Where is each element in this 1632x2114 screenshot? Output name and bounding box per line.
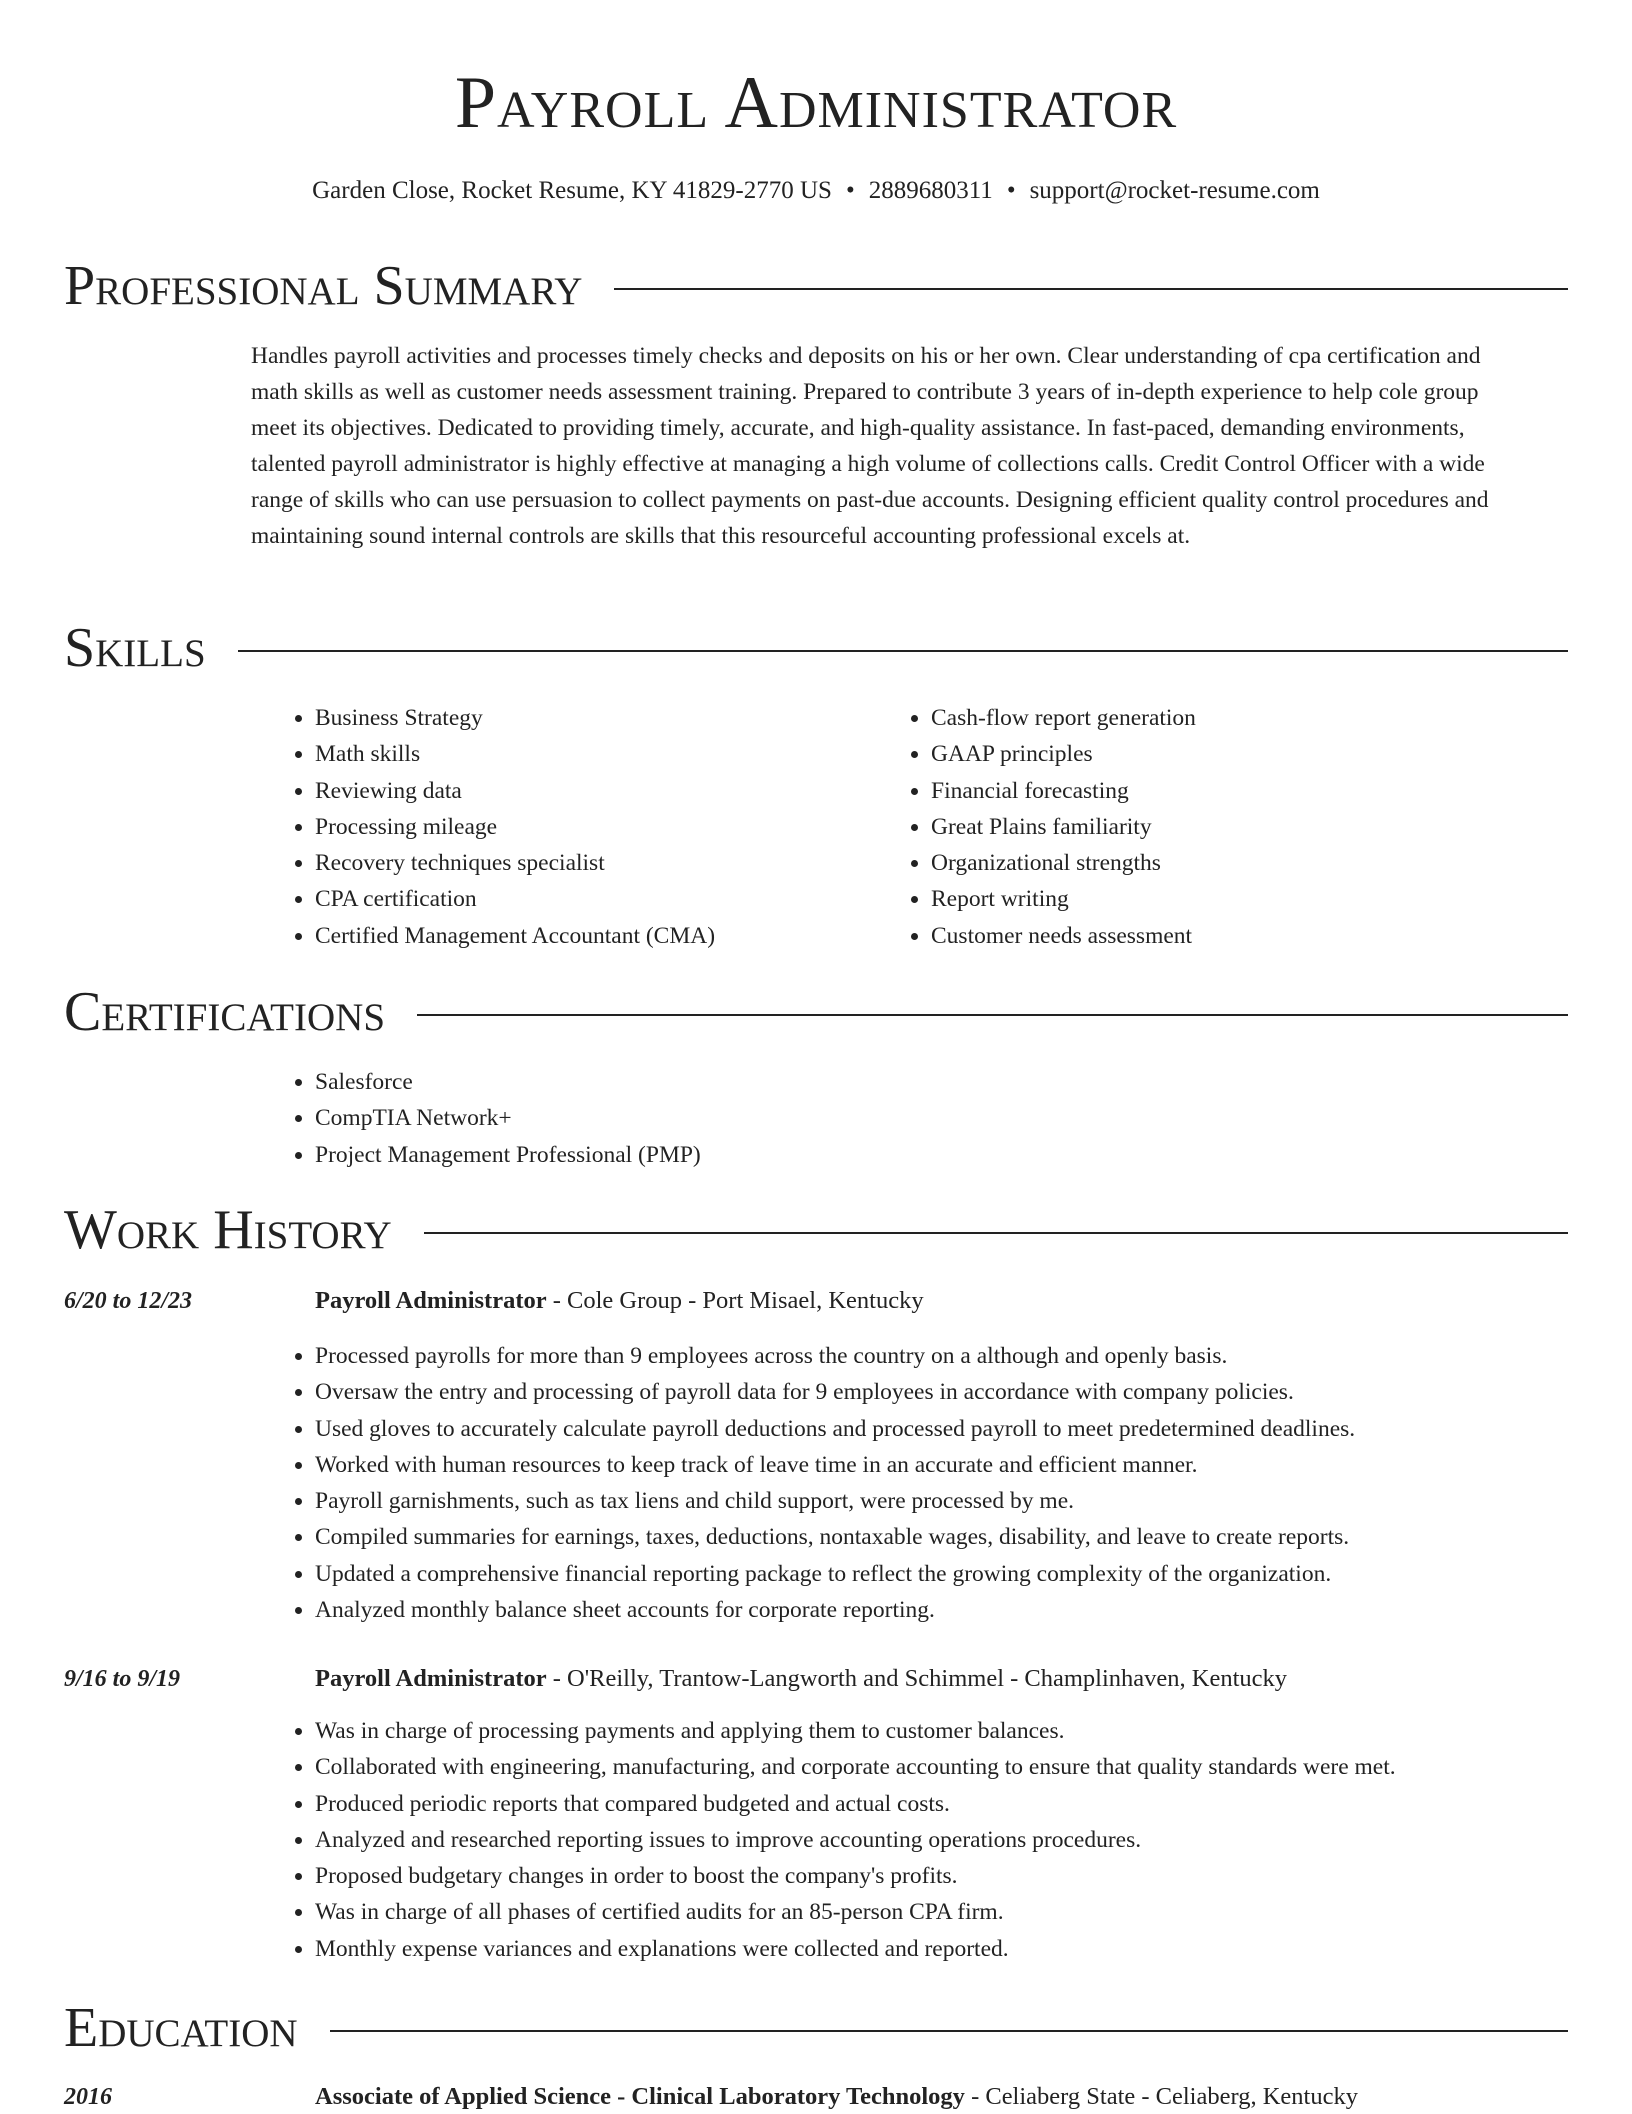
job-dates: 6/20 to 12/23: [64, 1288, 193, 1314]
education-section-heading: [64, 1996, 1568, 2060]
skill-item: • Certified Management Accountant (CMA): [315, 918, 875, 954]
skills-right-column: [931, 700, 1491, 954]
job-bullet: • Was in charge of processing payments and applying them to customer balances.: [315, 1713, 1575, 1749]
job-header: [315, 1284, 1565, 1318]
section-title-summary: Professional Summary: [64, 254, 614, 318]
section-divider: [64, 650, 1568, 652]
skill-item: • Recovery techniques specialist: [315, 845, 875, 881]
skill-item: • Financial forecasting: [931, 773, 1491, 809]
job-bullet: • Compiled summaries for earnings, taxes, deductions, nontaxable wages, disability, and leave to create reports.: [315, 1519, 1575, 1555]
skill-item: • GAAP principles: [931, 736, 1491, 772]
certifications-section-heading: [64, 980, 1568, 1044]
contact-line: [0, 174, 1632, 208]
contact-separator: •: [1006, 177, 1016, 204]
job-bullet: • Proposed budgetary changes in order to boost the company's profits.: [315, 1858, 1575, 1894]
job-employer-location: - O'Reilly, Trantow-Langworth and Schimmel - Champlinhaven, Kentucky: [546, 1665, 1288, 1692]
job-bullet: • Updated a comprehensive financial reporting package to reflect the growing complexity of the organization.: [315, 1556, 1575, 1592]
skills-section-heading: [64, 616, 1568, 680]
skills-right-list: [887, 700, 1491, 954]
skill-item: • CPA certification: [315, 881, 875, 917]
job-bullet: • Oversaw the entry and processing of payroll data for 9 employees in accordance with company policies.: [315, 1374, 1575, 1410]
job-bullet: • Produced periodic reports that compared budgeted and actual costs.: [315, 1786, 1575, 1822]
job-title: Payroll Administrator: [315, 1287, 547, 1314]
job-bullet: • Monthly expense variances and explanations were collected and reported.: [315, 1931, 1575, 1967]
summary-section-heading: [64, 254, 1568, 318]
skill-item: • Report writing: [931, 881, 1491, 917]
education-school-location: - Celiaberg State - Celiaberg, Kentucky: [964, 2083, 1358, 2110]
job-entry-1: [64, 1284, 1568, 1318]
job-bullet: • Worked with human resources to keep track of leave time in an accurate and efficient manner.: [315, 1447, 1575, 1483]
job-header: [315, 1662, 1565, 1696]
skill-item: • Great Plains familiarity: [931, 809, 1491, 845]
contact-address: Garden Close, Rocket Resume, KY 41829-2770 US: [312, 177, 832, 204]
education-entry: [64, 2080, 1568, 2114]
skill-item: • Reviewing data: [315, 773, 875, 809]
job-employer-location: - Cole Group - Port Misael, Kentucky: [546, 1287, 924, 1314]
job-bullet: • Collaborated with engineering, manufacturing, and corporate accounting to ensure that quality standards were met.: [315, 1749, 1575, 1785]
skills-left-list: [271, 700, 875, 954]
job-title: Payroll Administrator: [315, 1665, 547, 1692]
section-title-skills: Skills: [64, 616, 238, 680]
job-bullet: • Was in charge of all phases of certified audits for an 85-person CPA firm.: [315, 1894, 1575, 1930]
contact-phone: 2889680311: [868, 177, 993, 204]
certification-item: • Salesforce: [315, 1064, 1215, 1100]
work-section-heading: [64, 1198, 1568, 1262]
skill-item: • Business Strategy: [315, 700, 875, 736]
contact-email: support@rocket-resume.com: [1029, 177, 1320, 204]
job-2-bullets: [271, 1713, 1575, 1967]
skills-left-column: [315, 700, 875, 954]
education-degree: Associate of Applied Science - Clinical Laboratory Technology: [315, 2083, 965, 2110]
skill-item: • Organizational strengths: [931, 845, 1491, 881]
job-bullet: • Analyzed and researched reporting issues to improve accounting operations procedures.: [315, 1822, 1575, 1858]
job-bullet: • Used gloves to accurately calculate payroll deductions and processed payroll to meet predetermined deadlines.: [315, 1411, 1575, 1447]
skill-item: • Math skills: [315, 736, 875, 772]
job-2-bullets-wrap: [315, 1713, 1575, 1967]
section-title-education: Education: [64, 1996, 330, 2060]
candidate-name: Payroll Administrator: [454, 62, 1178, 144]
certification-item: • Project Management Professional (PMP): [315, 1137, 1215, 1173]
job-1-bullets: [271, 1338, 1575, 1628]
job-bullet: • Payroll garnishments, such as tax liens and child support, were processed by me.: [315, 1483, 1575, 1519]
contact-separator: •: [845, 177, 855, 204]
section-title-work-history: Work History: [64, 1198, 424, 1262]
certification-item: • CompTIA Network+: [315, 1100, 1215, 1136]
certifications-list-wrap: [315, 1064, 1215, 1173]
skill-item: • Customer needs assessment: [931, 918, 1491, 954]
job-1-bullets-wrap: [315, 1338, 1575, 1628]
education-year: 2016: [64, 2084, 112, 2110]
summary-text: Handles payroll activities and processes timely checks and deposits on his or her own. Clear understanding of cpa certification and math skills as well as customer needs assessment training. Prepared to contribute 3 years of in-depth experience to help cole group meet its objectives. Dedicated to providing timely, accurate, and high-quality assistance. In fast-paced, demanding environments, talented payroll administrator is highly effective at managing a high volume of collections calls. Credit Control Officer with a wide range of skills who can use persuasion to collect payments on past-due accounts. Designing efficient quality control procedures and maintaining sound internal controls are skills that this resourceful accounting professional excels at.: [251, 343, 1489, 549]
job-bullet: • Analyzed monthly balance sheet accounts for corporate reporting.: [315, 1592, 1575, 1628]
job-bullet: • Processed payrolls for more than 9 employees across the country on a although and openly basis.: [315, 1338, 1575, 1374]
job-dates: 9/16 to 9/19: [64, 1666, 181, 1692]
section-title-certifications: Certifications: [64, 980, 417, 1044]
skill-item: • Processing mileage: [315, 809, 875, 845]
job-entry-2: [64, 1662, 1568, 1696]
education-header: [315, 2080, 1565, 2114]
certifications-list: [271, 1064, 1215, 1173]
skill-item: • Cash-flow report generation: [931, 700, 1491, 736]
